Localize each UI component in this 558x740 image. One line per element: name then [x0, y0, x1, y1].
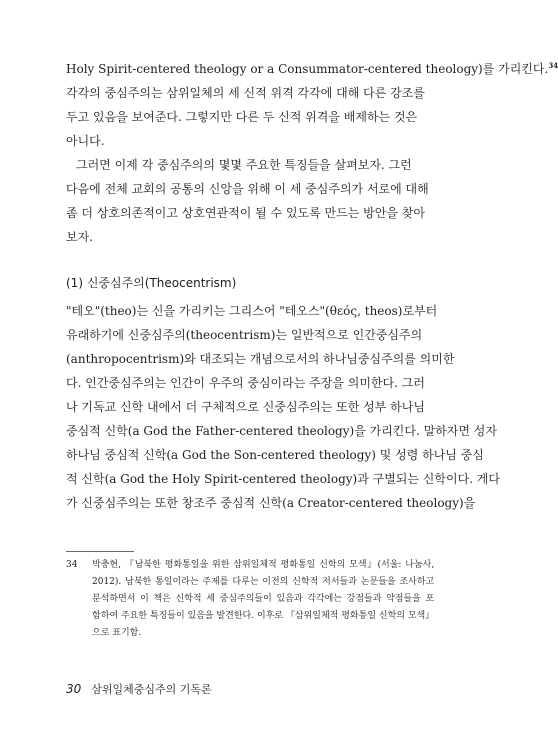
text-line: 그러면 이제 각 중심주의의 몇몇 주요한 특징들을 살펴보자. 그런	[76, 158, 412, 172]
section-heading: (1) 신중심주의(Theocentrism)	[66, 276, 237, 290]
paragraph	[66, 57, 558, 153]
text-line: 유래하기에 신중심주의(theocentrism)는 일반적으로 인간중심주의	[66, 328, 423, 342]
footnote-row	[66, 557, 435, 642]
footnote-line: 함하여 주요한 특징들이 있음을 발견한다. 이후로 『삼위일체적 평화통일 신학의 모색』	[92, 611, 435, 621]
text-line: 다. 인간중심주의는 인간이 우주의 중심이라는 주장을 의미한다. 그러	[66, 376, 425, 390]
text-line: 나 기독교 신학 내에서 더 구체적으로 신중심주의는 또한 성부 하나님	[66, 400, 425, 414]
text-line: "테오"(theo)는 신을 가리키는 그리스어 "테오스"(θεός, theos)로부터	[66, 304, 438, 318]
text-line: 하나님 중심적 신학(a God the Son-centered theology) 및 성령 하나님 중심	[66, 448, 484, 462]
text-span: Holy Spirit-centered theology or a Consummator-centered theology)를 가리킨다.	[66, 62, 549, 76]
paragraph	[66, 153, 429, 249]
footnote-line: 2012). 남북한 통일이라는 주제를 다루는 이전의 신학적 저서들과 논문들을 조사하고	[92, 577, 435, 587]
text-line: 가 신중심주의는 또한 창조주 중심적 신학(a Creator-centered theology)을	[66, 496, 476, 510]
footnote-line: 분석하면서 이 책은 신학적 세 중심주의들이 있음과 각각에는 강점들과 약점들을 포	[92, 594, 435, 604]
page-footer	[66, 681, 212, 697]
text-line: 적 신학(a God the Holy Spirit-centered theology)과 구별되는 신학이다. 게다	[66, 472, 500, 486]
footnote-reference[interactable]: 34	[548, 61, 558, 70]
text-line	[66, 57, 558, 81]
page-number: 30	[66, 682, 82, 696]
running-title: 삼위일체중심주의 기독론	[91, 683, 212, 696]
text-line: (anthropocentrism)와 대조되는 개념으로서의 하나님중심주의를 의미한	[66, 352, 455, 366]
text-line: 다음에 전체 교회의 공통의 신앙을 위해 이 세 중심주의가 서로에 대해	[66, 182, 429, 196]
footnote	[66, 557, 435, 642]
footnote-text	[92, 557, 434, 642]
text-line: 중심적 신학(a God the Father-centered theology)을 가리킨다. 말하자면 성자	[66, 424, 497, 438]
text-line: 보자.	[66, 230, 93, 244]
footnote-line: 박충현, 『남북한 평화통일을 위한 삼위일체적 평화통일 신학의 모색』(서울: 나눔사,	[92, 560, 435, 570]
footnote-number: 34	[66, 560, 78, 570]
paragraph	[66, 299, 500, 515]
body-text	[66, 57, 558, 515]
footnote-divider	[66, 551, 134, 552]
text-line: 좀 더 상호의존적이고 상호연관적이 될 수 있도록 만드는 방안을 찾아	[66, 206, 425, 220]
text-line: 두고 있음을 보여준다. 그렇지만 다른 두 신적 위격을 배제하는 것은	[66, 110, 418, 124]
text-line: 각각의 중심주의는 삼위일체의 세 신적 위격 각각에 대해 다른 강조를	[66, 86, 425, 100]
footnote-line: 으로 표기함.	[92, 628, 142, 638]
text-line: 아니다.	[66, 134, 105, 148]
